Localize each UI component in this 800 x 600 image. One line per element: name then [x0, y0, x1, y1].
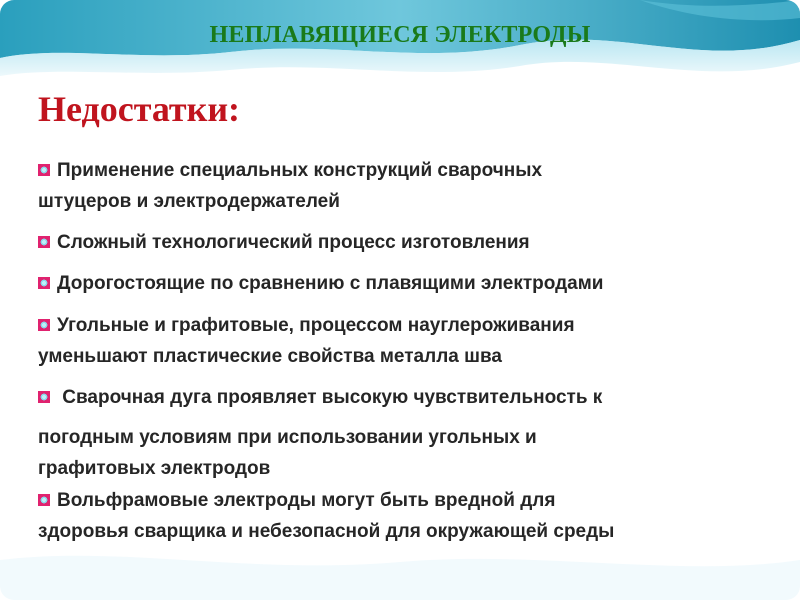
square-bullet-icon	[38, 391, 50, 403]
bullet-line: штуцеров и электродержателей	[38, 191, 340, 212]
bullet-item	[38, 227, 768, 258]
bullet-text: Сварочная дуга проявляет высокую чувствительность к	[57, 387, 603, 408]
bullet-text: Применение специальных конструкций сварочных	[57, 160, 543, 181]
bullet-line	[38, 227, 768, 258]
bullet-text: Сложный технологический процесс изготовления	[57, 232, 530, 253]
bullet-item	[38, 155, 768, 217]
bullet-item	[38, 382, 768, 484]
bullet-line	[38, 310, 768, 341]
square-bullet-icon	[38, 494, 50, 506]
bullet-item	[38, 310, 768, 372]
bullet-text: Дорогостоящие по сравнению с плавящими электродами	[57, 273, 604, 294]
bullet-item	[38, 485, 768, 547]
bullet-line: уменьшают пластические свойства металла шва	[38, 346, 502, 367]
square-bullet-icon	[38, 277, 50, 289]
bullet-text: Вольфрамовые электроды могут быть вредной для	[57, 490, 556, 511]
bullet-line	[38, 268, 768, 299]
square-bullet-icon	[38, 319, 50, 331]
bullet-line: графитовых электродов	[38, 458, 271, 479]
bullet-line	[38, 155, 768, 186]
section-heading: Недостатки:	[38, 89, 241, 129]
square-bullet-icon	[38, 236, 50, 248]
square-bullet-icon	[38, 164, 50, 176]
bullet-line: погодным условиям при использовании угольных и	[38, 427, 537, 448]
bullet-text: Угольные и графитовые, процессом науглероживания	[57, 315, 575, 336]
slide-title: НЕПЛАВЯЩИЕСЯ ЭЛЕКТРОДЫ	[209, 22, 591, 48]
bullet-line	[38, 382, 768, 413]
bullet-line	[38, 485, 768, 516]
bullet-line: здоровья сварщика и небезопасной для окружающей среды	[38, 521, 615, 542]
bullet-item	[38, 268, 768, 299]
